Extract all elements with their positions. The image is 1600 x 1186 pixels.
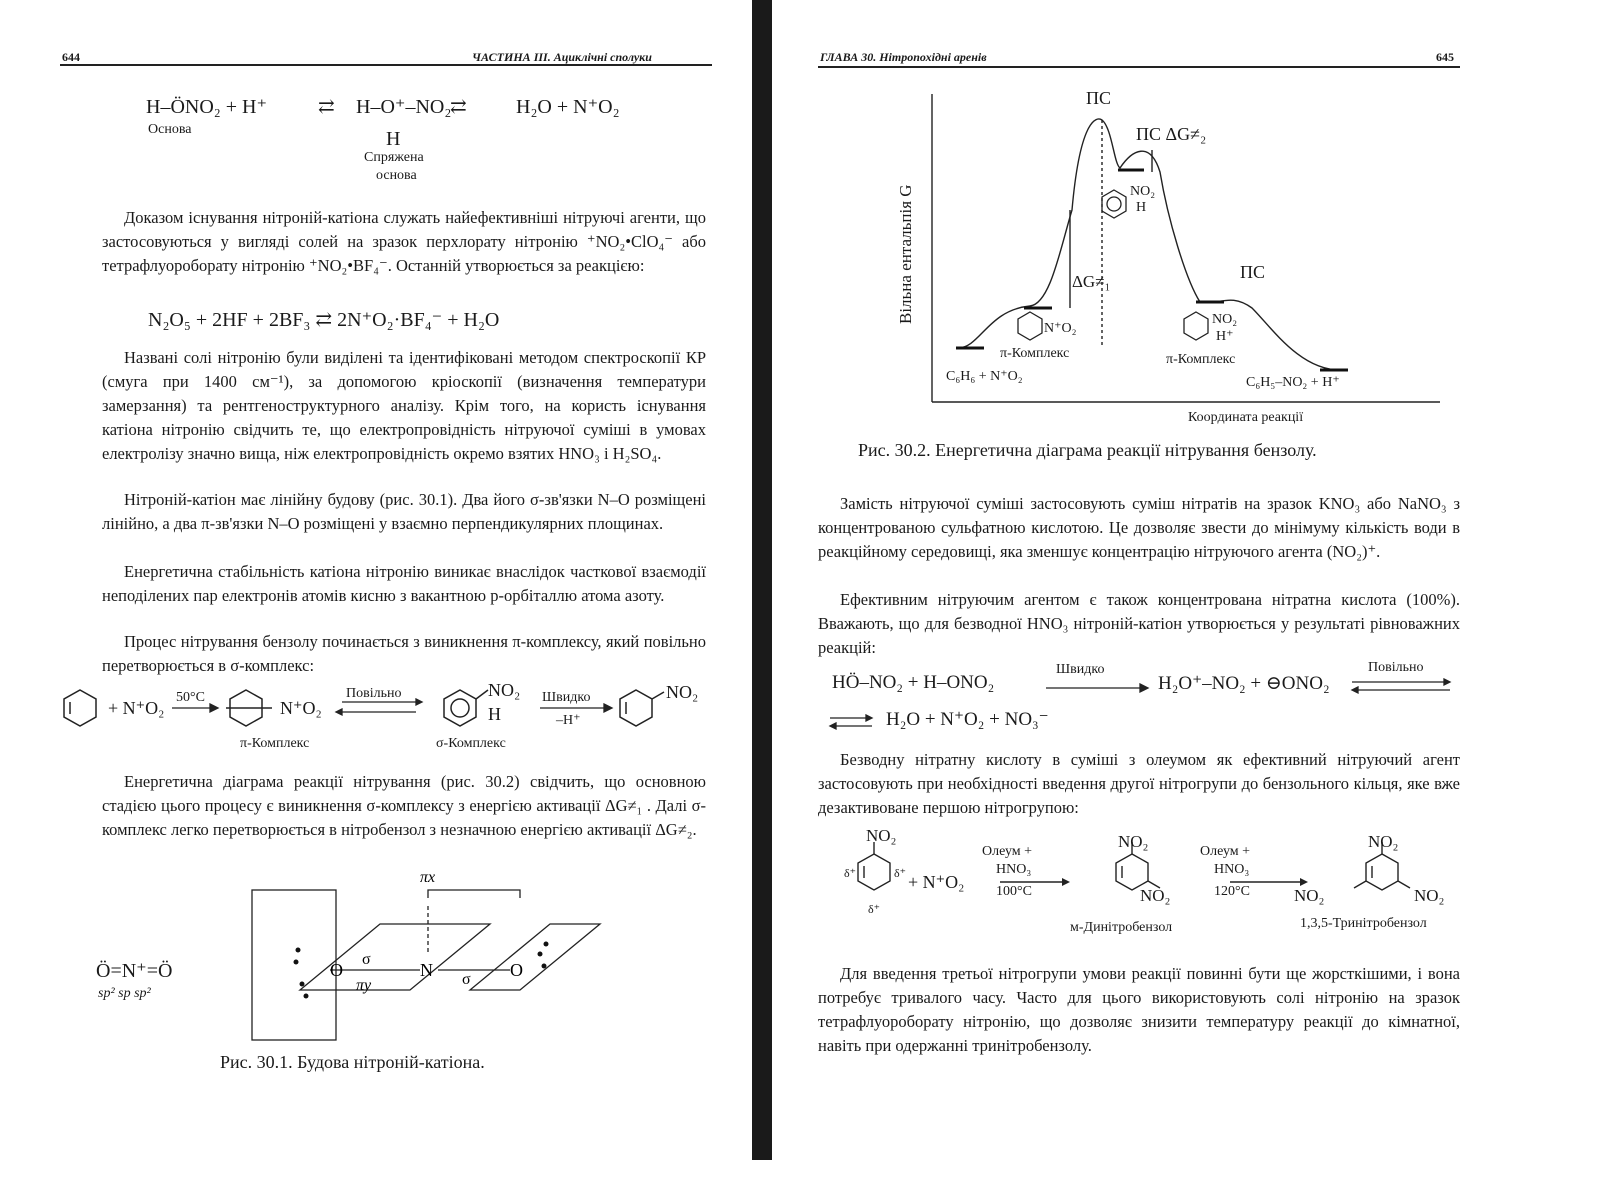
trinitrobenzene-ring <box>1366 854 1398 890</box>
label-sigma-right: σ <box>462 971 471 988</box>
header-rule <box>818 66 1460 68</box>
scheme-fast: Швидко <box>542 690 591 705</box>
eq-mid: H–O⁺–NO₂ <box>356 96 452 118</box>
orbital-plane-left <box>252 890 336 1040</box>
eq-arrow: ⇄ <box>318 96 335 118</box>
nitrobenzene-ring <box>620 690 664 726</box>
hybridization-labels: sp² sp sp² <box>98 986 151 1001</box>
sigma-h-label: H <box>1136 200 1147 215</box>
label-pi-y: πy <box>356 977 372 994</box>
equilibrium-arrow <box>830 714 874 730</box>
no2-label: NO₂ <box>1294 886 1325 905</box>
paragraph: Енергетична діаграма реакції нітрування (рис. 30.2) свідчить, що основною стадією цього процесу є виникнення σ-комплексу з енергією активації ΔG≠₁ . Далі σ-комплекс легко перетворюється в нітробензол з незначною енергією активації ΔG≠₂. <box>102 772 706 839</box>
paragraph: Названі солі нітронію були виділені та ідентифіковані методом спектроскопії КР (смуга при 1400 см⁻¹), за допомогою кріоскопії (визначення температури замерзання) та рентгеноструктурного аналізу. Крім того, на користь існування катіона нітронію свідчить те, що електропровідність нітруючої суміші в умовах електролізу значно вища, ніж електропровідність окремо взятих HNO₃ і H₂SO₄. <box>102 348 706 463</box>
trinitrobenzene-label: 1,3,5-Тринітробензол <box>1300 916 1427 931</box>
scheme-pi-no2: N⁺O₂ <box>280 698 322 718</box>
running-header: ЧАСТИНА III. Ациклічні сполуки <box>472 50 652 64</box>
paragraph: Для введення третьої нітрогрупи умови реакції повинні бути ще жорсткішими, і вона потребує тривалого часу. Часто для цього використовують солі нітронію на зразок тетрафлуороборату нітронію, що дозволяє знизити температуру реакції до кімнатної, навіть при одержанні тринітробензолу. <box>818 964 1460 1055</box>
atom-o-right: O <box>510 960 523 980</box>
sigma-complex-label: σ-Комплекс <box>436 736 506 751</box>
label-base: Основа <box>148 122 192 137</box>
nitrobenzene-ring <box>858 854 890 890</box>
paragraph: Нітроній-катіон має лінійну будову (рис. 30.1). Два його σ-зв'язки N–O розміщені лінійно, а два π-зв'язки N–O розміщені у взаємно перпендикулярних площинах. <box>102 490 706 533</box>
cond2-a: Олеум + <box>1200 844 1251 859</box>
paragraph: Енергетична стабільність катіона нітронію виникає внаслідок часткової взаємодії неподілених пар електронів атомів кисню з вакантною p-орбіталлю атома азоту. <box>102 562 706 605</box>
page-number: 645 <box>1436 50 1454 64</box>
pi-complex-label: π-Комплекс <box>240 736 310 751</box>
cond1-b: HNO₃ <box>996 862 1032 877</box>
pi-complex-ring <box>1018 312 1042 340</box>
no2-label: NO₂ <box>1118 832 1149 851</box>
end-label: C₆H₅–NO₂ + H⁺ <box>1246 375 1340 390</box>
equilibrium-c: H₂O + N⁺O₂ + NO₃⁻ <box>886 709 1049 730</box>
right-page <box>800 0 1600 1186</box>
scheme-minus-h: –H⁺ <box>556 713 581 728</box>
delta-label: δ⁺ <box>868 902 880 916</box>
cond2-b: HNO₃ <box>1214 862 1250 877</box>
paragraph: Процес нітрування бензолу починається з виникнення π-комплексу, який повільно перетворюється в σ-комплекс: <box>102 632 706 675</box>
scheme-cond: 50°C <box>176 690 205 705</box>
label-conj-1: Спряжена <box>364 150 424 165</box>
pi-complex-label: π-Комплекс <box>1000 346 1070 361</box>
energy-curve <box>958 119 1340 370</box>
header-rule <box>60 64 712 66</box>
pi2-no2-label: NO₂ <box>1212 312 1238 327</box>
no2-label: NO₂ <box>1414 886 1445 905</box>
atom-n: N <box>420 960 433 980</box>
no2-label: NO₂ <box>1140 886 1171 905</box>
scheme-plus-no2: + N⁺O₂ <box>108 698 165 718</box>
page-number: 644 <box>62 50 80 64</box>
m-dinitrobenzene-label: м-Динітробензол <box>1070 920 1173 935</box>
sigma-complex-ring <box>1102 190 1126 218</box>
label-sigma-left: σ <box>362 951 371 968</box>
orbital-plane-right <box>470 924 600 990</box>
no2-label: NO₂ <box>1368 832 1399 851</box>
book-gutter <box>752 0 772 1160</box>
scheme-slow: Повільно <box>346 686 402 701</box>
cond1-c: 100°C <box>996 884 1032 899</box>
pi2-complex-label: π-Комплекс <box>1166 352 1236 367</box>
paragraph: Замість нітруючої суміші застосовують суміш нітратів на зразок KNO₃ або NaNO₃ з концентрованою сульфатною кислотою. Це дозволяє звести до мінімуму кількість води в реакційному середовищі, яка зменшує концентрацію нітруючого агента (NO₂)⁺. <box>818 494 1460 561</box>
pi-no2-label: N⁺O₂ <box>1044 321 1077 336</box>
sigma-no2-label: NO₂ <box>1130 184 1156 199</box>
benzene-ring <box>64 690 96 726</box>
delta-label: δ⁺ <box>844 866 856 880</box>
eq-arrow: ⇄ <box>450 96 467 118</box>
ts-label: ПС <box>1240 262 1266 282</box>
scheme-sigma-no2: NO₂ <box>488 680 521 700</box>
eq-mid-h: H <box>386 128 401 150</box>
eq-rhs: H₂O + N⁺O₂ <box>516 96 620 118</box>
sigma-complex-ring <box>444 690 488 726</box>
scheme-product-no2: NO₂ <box>666 682 699 702</box>
label-conj-2: основа <box>376 168 417 183</box>
delta-g1-label: ΔG≠₁ <box>1072 272 1111 291</box>
equilibrium-b: H₂O⁺–NO₂ + ⊖ONO₂ <box>1158 673 1330 694</box>
paragraph: Безводну нітратну кислоту в суміші з олеумом як ефективний нітруючий агент застосовують при необхідності введення другої нітрогрупи до бензольного кільця, яке вже дезактивоване першою нітрогрупою: <box>818 750 1460 817</box>
cond2-c: 120°C <box>1214 884 1250 899</box>
pi-complex-ring <box>226 690 272 726</box>
atom-o-left: O <box>330 960 343 980</box>
label-pi-x: πx <box>420 869 436 886</box>
figure-caption: Рис. 30.1. Будова нітроній-катіона. <box>220 1052 485 1072</box>
eq-fast: Швидко <box>1056 662 1105 677</box>
cond1-a: Олеум + <box>982 844 1033 859</box>
lewis-structure: Ö=N⁺=Ö <box>96 960 173 982</box>
eq-lhs: H–ÖNO₂ + H⁺ <box>146 96 268 118</box>
pi-complex-ring-2 <box>1184 312 1208 340</box>
equation-bf3: N₂O₅ + 2HF + 2BF₃ ⇄ 2N⁺O₂·BF₄⁻ + H₂O <box>148 309 500 331</box>
figure-caption: Рис. 30.2. Енергетична діаграма реакції нітрування бензолу. <box>858 440 1317 460</box>
eq-slow: Повільно <box>1368 660 1424 675</box>
paragraph: Ефективним нітруючим агентом є також концентрована нітратна кислота (100%). Вважають, що для безводної HNO₃ нітроній-катіон утворюється у результаті рівноважних реакцій: <box>818 590 1460 657</box>
equilibrium-arrow <box>1352 678 1452 694</box>
no2-label: NO₂ <box>866 826 897 845</box>
equilibrium-a: HÖ–NO₂ + H–ONO₂ <box>832 672 995 693</box>
energy-levels <box>956 170 1348 370</box>
pi2-h-label: H⁺ <box>1216 329 1234 344</box>
x-axis-label: Координата реакції <box>1188 410 1304 425</box>
dinitrobenzene-ring <box>1116 854 1148 890</box>
delta-label: δ⁺ <box>894 866 906 880</box>
start-label: C₆H₆ + N⁺O₂ <box>946 369 1023 384</box>
nitronium-orbital-diagram <box>240 869 620 1050</box>
y-axis-label: Вільна ентальпія G <box>896 184 915 324</box>
left-page <box>0 0 740 1186</box>
ts-label: ПС <box>1086 88 1112 108</box>
ts-label: ПС ΔG≠₂ <box>1136 124 1207 144</box>
running-header: ГЛАВА 30. Нітропохідні аренів <box>820 50 987 64</box>
arrow <box>1046 682 1150 694</box>
paragraph: Доказом існування нітроній-катіона служать найефективніші нітруючі агенти, що застосовуються у вигляді солей на зразок перхлорату нітронію ⁺NO₂•ClO₄⁻ або тетрафлуороборату нітронію ⁺NO₂•BF₄⁻. Останній утворюється за реакцією: <box>102 208 706 275</box>
scheme-sigma-h: H <box>488 704 501 724</box>
plus-no2: + N⁺O₂ <box>908 872 965 892</box>
